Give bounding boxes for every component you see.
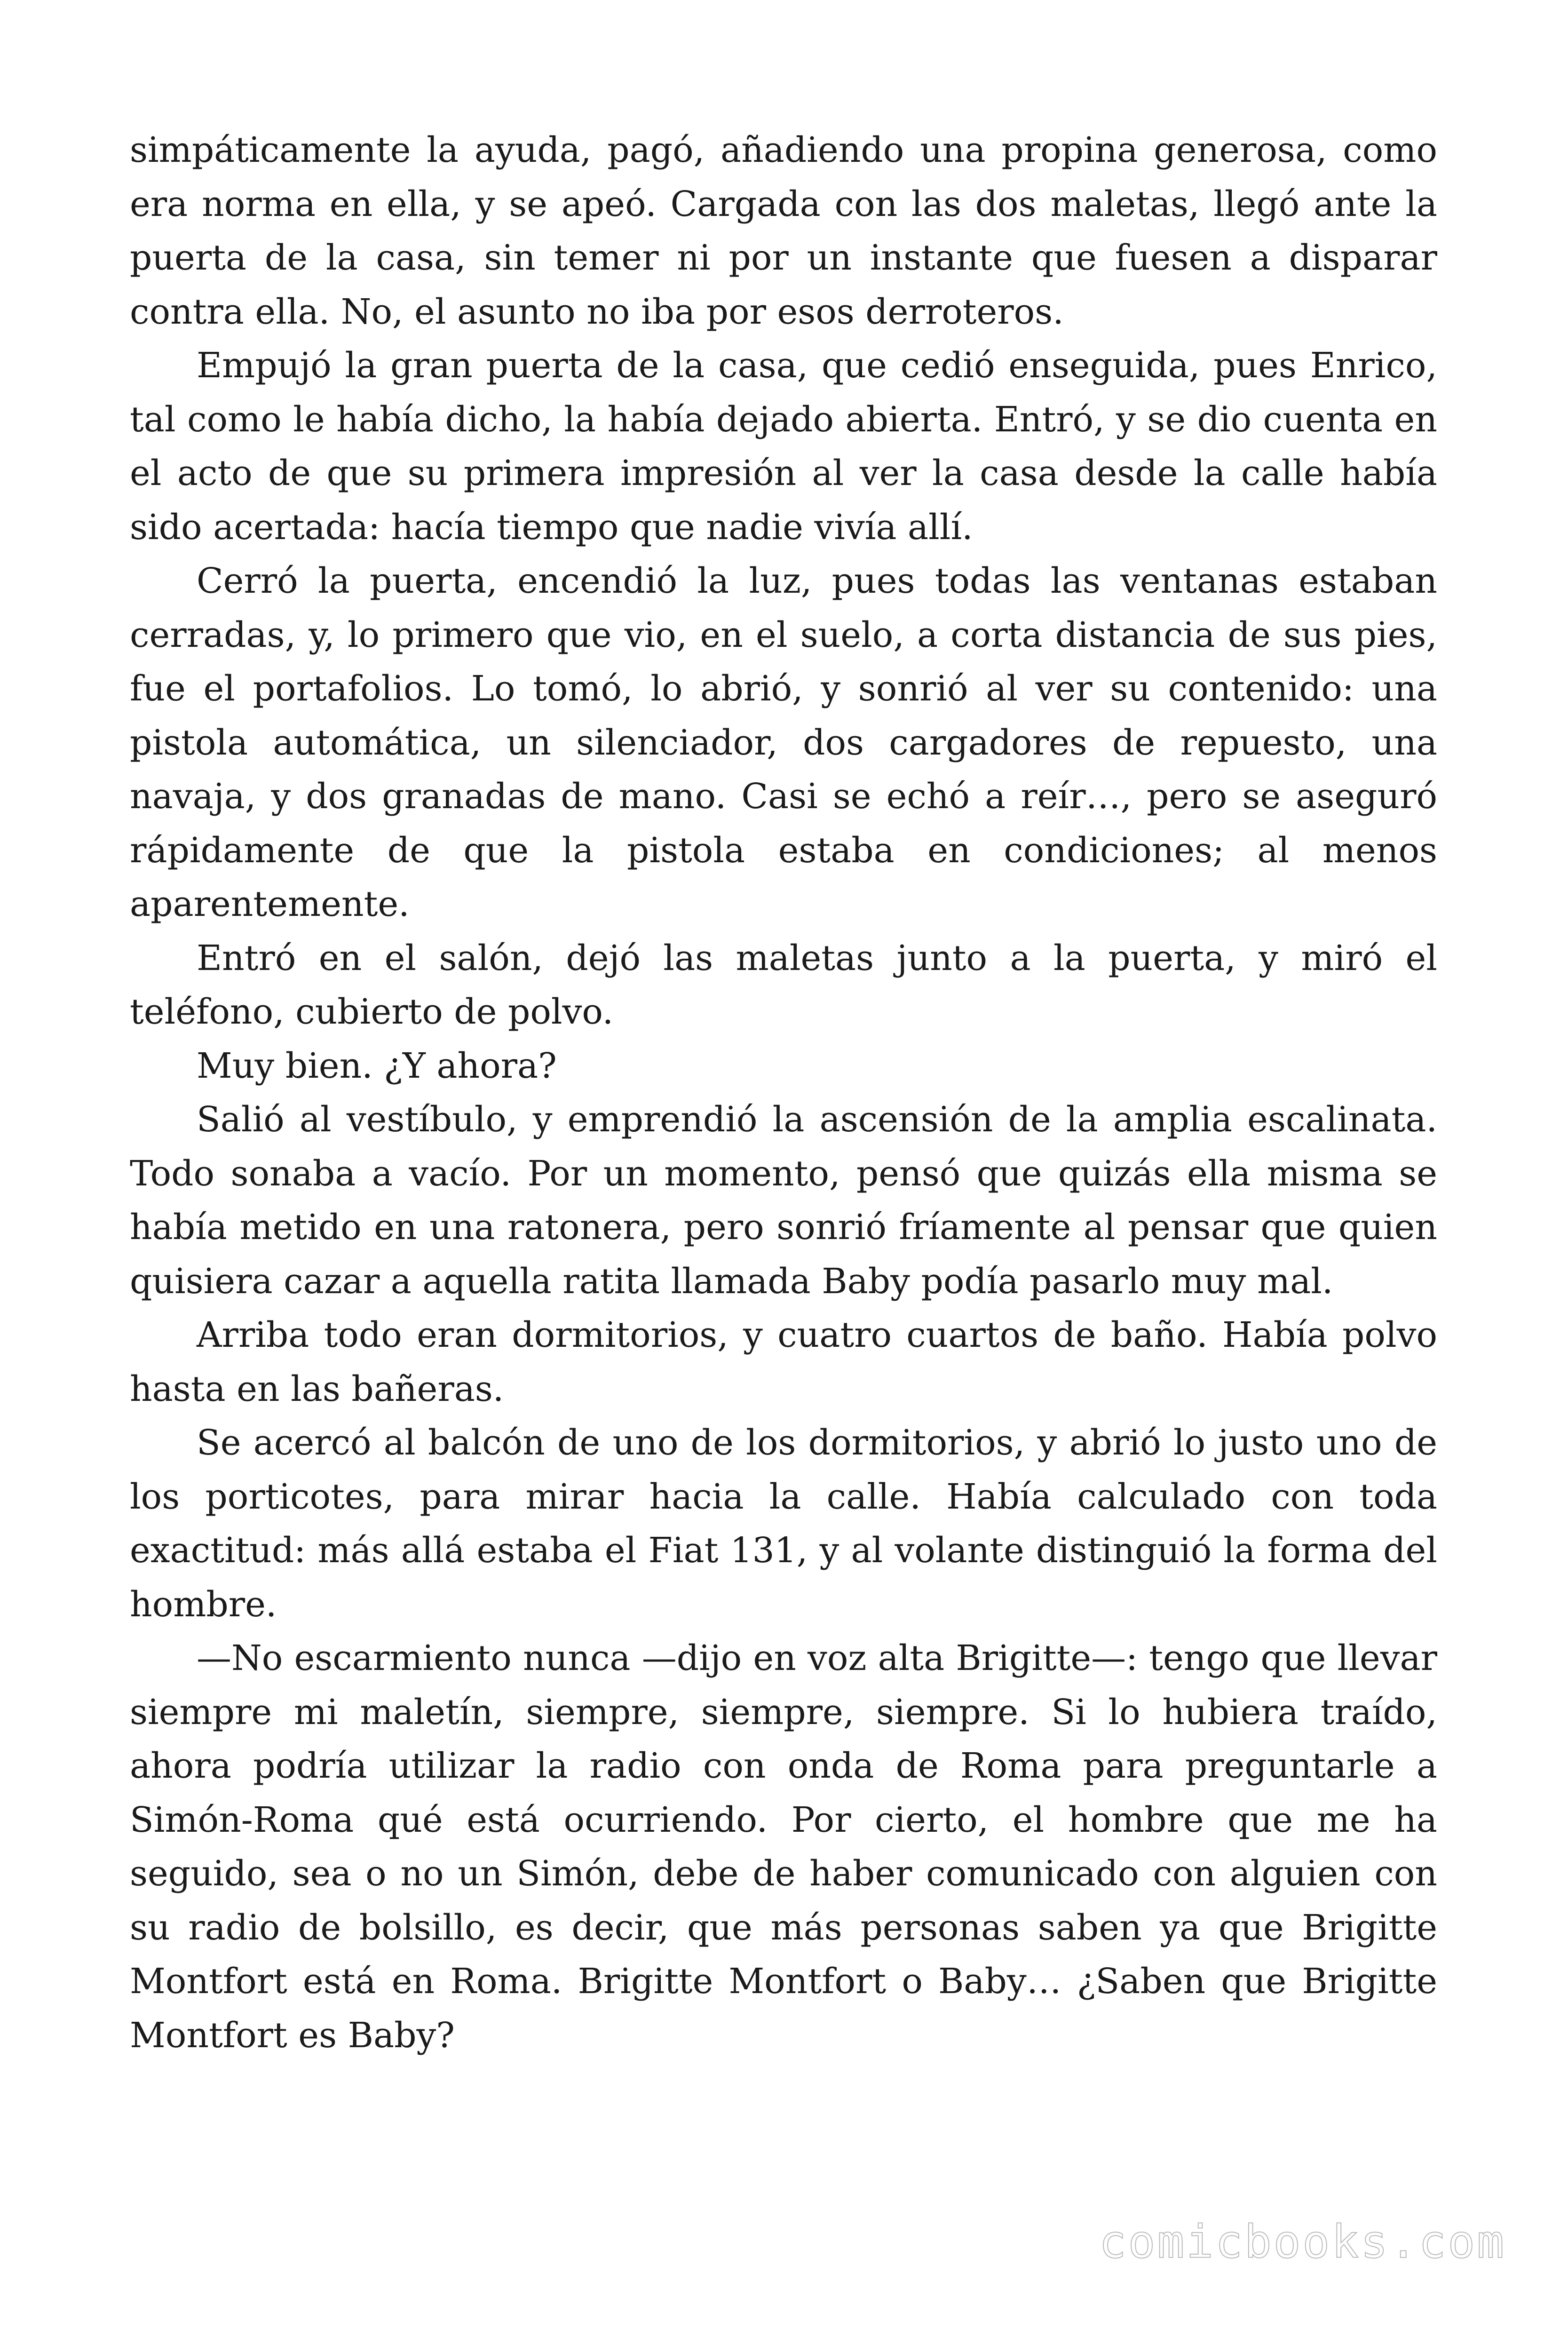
paragraph-6: Salió al vestíbulo, y emprendió la ascensión de la amplia escalinata. Todo sonaba a vacío. Por un momento, pensó que quizás ella misma se había metido en una ratonera, pero sonrió fríamente al pensar que quien quisiera cazar a aquella ratita llamada Baby podía pasarlo muy mal. bbox=[130, 1099, 1437, 1302]
paragraph-9: —No escarmiento nunca —dijo en voz alta Brigitte—: tengo que llevar siempre mi maletín, siempre, siempre, siempre. Si lo hubiera traído, ahora podría utilizar la radio con onda de Roma para preguntarle a Simón-Roma qué está ocurriendo. Por cierto, el hombre que me ha seguido, sea o no un Simón, debe de haber comunicado con alguien con su radio de bolsillo, es decir, que más personas saben ya que Brigitte Montfort está en Roma. Brigitte Montfort o Baby… ¿Saben que Brigitte Montfort es Baby? bbox=[130, 1638, 1437, 2056]
page-body-text bbox=[130, 123, 1437, 2062]
paragraph-3: Cerró la puerta, encendió la luz, pues todas las ventanas estaban cerradas, y, lo primero que vio, en el suelo, a corta distancia de sus pies, fue el portafolios. Lo tomó, lo abrió, y sonrió al ver su contenido: una pistola automática, un silenciador, dos cargadores de repuesto, una navaja, y dos granadas de mano. Casi se echó a reír…, pero se aseguró rápidamente de que la pistola estaba en condiciones; al menos aparentemente. bbox=[130, 561, 1437, 924]
paragraph-2: Empujó la gran puerta de la casa, que cedió enseguida, pues Enrico, tal como le había dicho, la había dejado abierta. Entró, y se dio cuenta en el acto de que su primera impresión al ver la casa desde la calle había sido acertada: hacía tiempo que nadie vivía allí. bbox=[130, 345, 1437, 548]
paragraph-7: Arriba todo eran dormitorios, y cuatro cuartos de baño. Había polvo hasta en las bañeras. bbox=[130, 1315, 1437, 1409]
paragraph-4: Entró en el salón, dejó las maletas junto a la puerta, y miró el teléfono, cubierto de polvo. bbox=[130, 938, 1437, 1032]
watermark: comicbooks.com bbox=[1099, 2216, 1506, 2268]
paragraph-1: simpáticamente la ayuda, pagó, añadiendo una propina generosa, como era norma en ella, y se apeó. Cargada con las dos maletas, llegó ante la puerta de la casa, sin temer ni por un instante que fuesen a disparar contra ella. No, el asunto no iba por esos derroteros. bbox=[130, 130, 1437, 332]
paragraph-5: Muy bien. ¿Y ahora? bbox=[197, 1045, 557, 1086]
paragraph-8: Se acercó al balcón de uno de los dormitorios, y abrió lo justo uno de los porticotes, para mirar hacia la calle. Había calculado con toda exactitud: más allá estaba el Fiat 131, y al volante distinguió la forma del hombre. bbox=[130, 1422, 1437, 1625]
